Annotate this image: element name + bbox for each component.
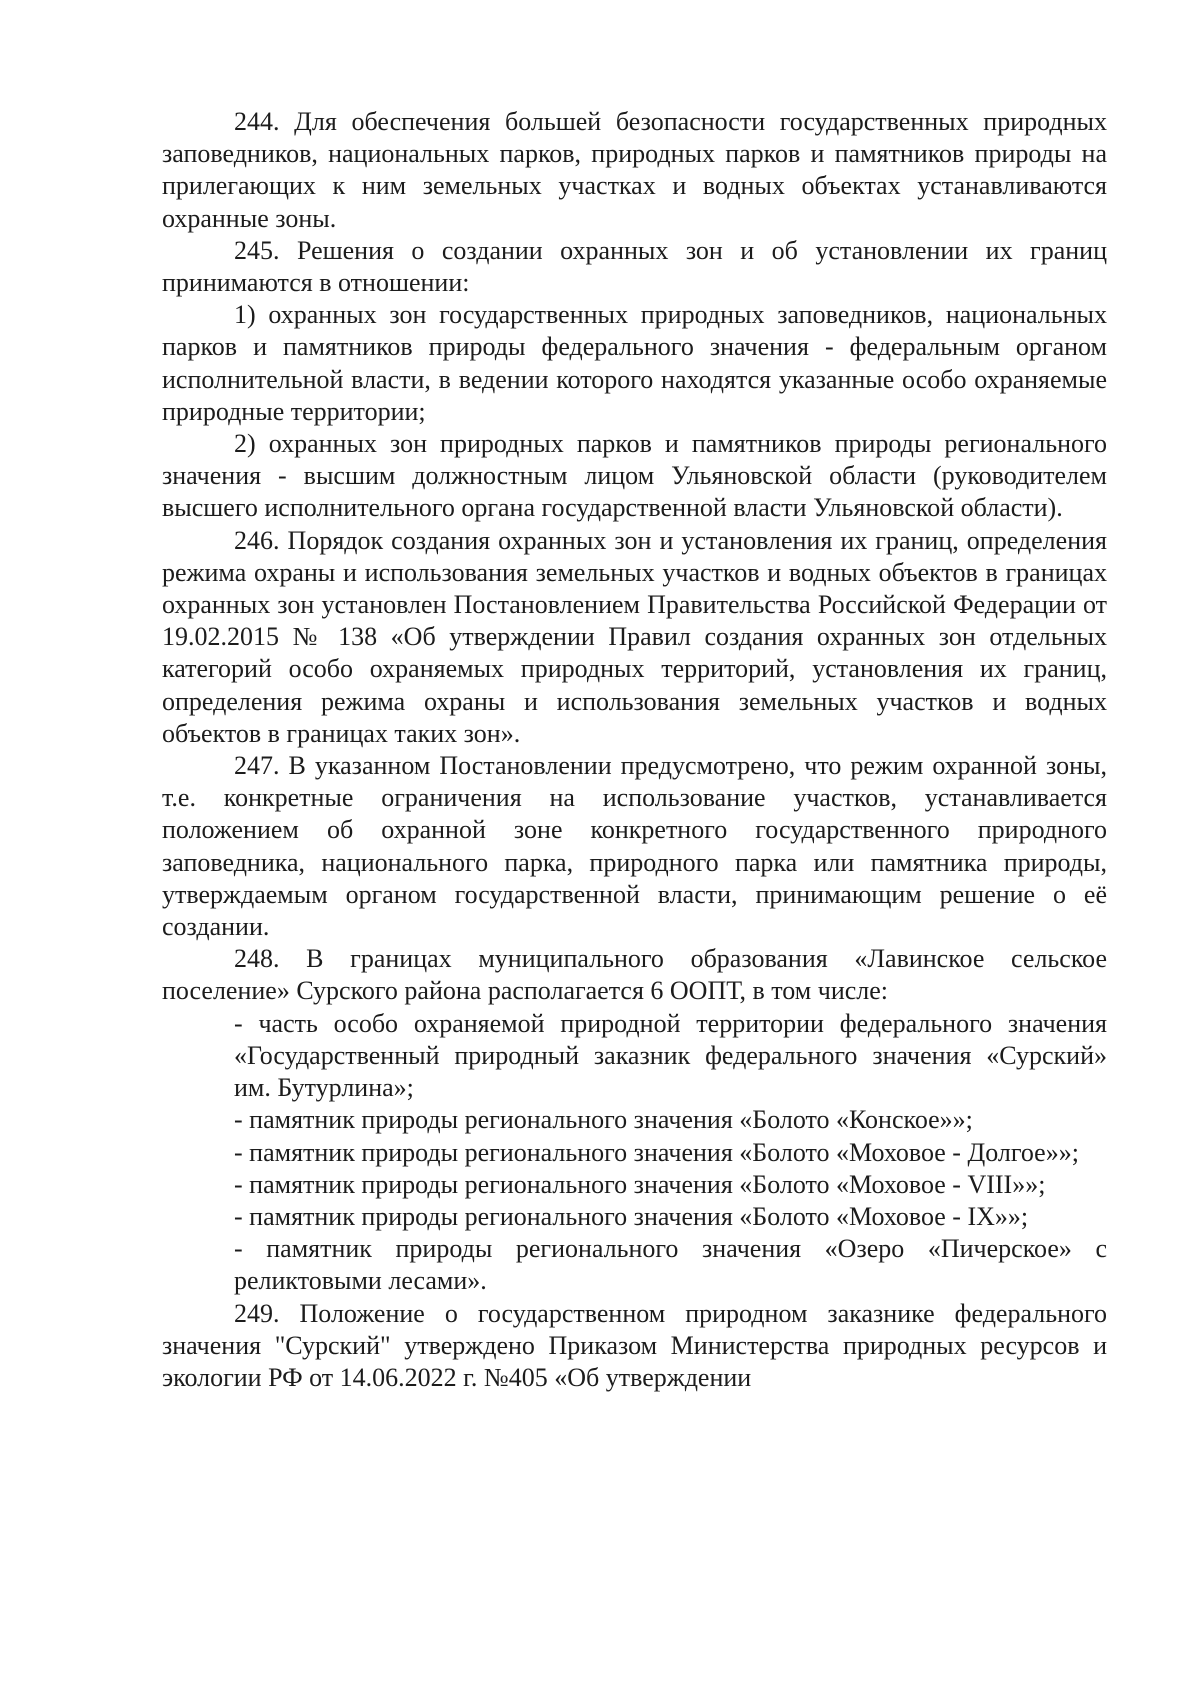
paragraph-245-item-1: 1) охранных зон государственных природных заповедников, национальных парков и памятников природы федерального значения - федеральным органом исполнительной власти, в ведении которого находятся указанные особо охраняемые природные территории; bbox=[162, 300, 1107, 426]
paragraph-249: 249. Положение о государственном природном заказнике федерального значения "Сурский" утверждено Приказом Министерства природных ресурсов и экологии РФ от 14.06.2022 г. №405 «Об утверждении bbox=[162, 1298, 1107, 1392]
list-item: - часть особо охраняемой природной территории федерального значения «Государственный природный заказник федерального значения «Сурский» им. Бутурлина»; bbox=[234, 1008, 1107, 1103]
paragraph-246: 246. Порядок создания охранных зон и установления их границ, определения режима охраны и использования земельных участков и водных объектов в границах охранных зон установлен Постановлением Правительства Российской Федерации от 19.02.2015 № 138 «Об утверждении Правил создания охранных зон отдельных категорий особо охраняемых природных территорий, установления их границ, определения режима охраны и использования земельных участков и водных объектов в границах таких зон». bbox=[162, 525, 1107, 748]
list-item: - памятник природы регионального значения «Болото «Моховое - VIII»»; bbox=[234, 1169, 1046, 1199]
list-item: - памятник природы регионального значения «Болото «Моховое - Долгое»»; bbox=[234, 1137, 1079, 1167]
document-body bbox=[162, 106, 1107, 1394]
list-item: - памятник природы регионального значения «Болото «Конское»»; bbox=[234, 1105, 973, 1135]
list-item: - памятник природы регионального значения «Болото «Моховое - IX»»; bbox=[234, 1201, 1029, 1231]
paragraph-245-item-2: 2) охранных зон природных парков и памятников природы регионального значения - высшим должностным лицом Ульяновской области (руководителем высшего исполнительного органа государственной власти Ульяновской области). bbox=[162, 429, 1107, 523]
list-item: - памятник природы регионального значения «Озеро «Пичерское» с реликтовыми лесами». bbox=[234, 1234, 1107, 1296]
paragraph-244: 244. Для обеспечения большей безопасности государственных природных заповедников, национальных парков, природных парков и памятников природы на прилегающих к ним земельных участках и водных объектах устанавливаются охранные зоны. bbox=[162, 107, 1107, 233]
paragraph-248: 248. В границах муниципального образования «Лавинское сельское поселение» Сурского района располагается 6 ООПТ, в том числе: bbox=[162, 944, 1107, 1006]
paragraph-245: 245. Решения о создании охранных зон и об установлении их границ принимаются в отношении: bbox=[162, 235, 1107, 298]
paragraph-247: 247. В указанном Постановлении предусмотрено, что режим охранной зоны, т.е. конкретные ограничения на использование участков, устанавливается положением об охранной зоне конкретного государственного природного заповедника, национального парка, природного парка или памятника природы, утверждаемым органом государственной власти, принимающим решение о её создании. bbox=[162, 751, 1107, 942]
